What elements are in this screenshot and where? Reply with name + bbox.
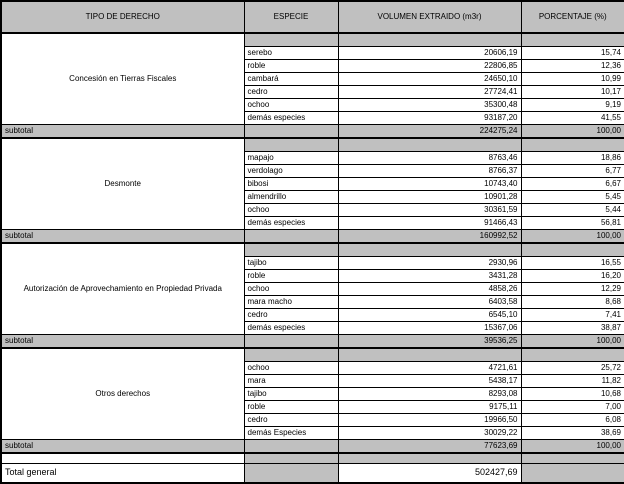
tipo-derecho-cell: Otros derechos xyxy=(1,348,244,440)
spacer-especie-cell xyxy=(244,243,338,257)
volumen-cell: 93187,20 xyxy=(338,112,521,125)
porcentaje-cell: 7,41 xyxy=(521,309,624,322)
group-spacer-row xyxy=(1,138,624,152)
volumen-cell: 15367,06 xyxy=(338,322,521,335)
porcentaje-cell: 16,20 xyxy=(521,270,624,283)
volumen-cell: 35300,48 xyxy=(338,99,521,112)
porcentaje-cell: 10,68 xyxy=(521,388,624,401)
subtotal-row xyxy=(1,125,624,139)
volumen-cell: 27724,41 xyxy=(338,86,521,99)
porcentaje-cell: 6,77 xyxy=(521,165,624,178)
especie-cell: mapajo xyxy=(244,152,338,165)
group-spacer-row xyxy=(1,33,624,47)
porcentaje-cell: 6,67 xyxy=(521,178,624,191)
porcentaje-cell: 56,81 xyxy=(521,217,624,230)
especie-cell: cedro xyxy=(244,414,338,427)
spacer-porcentaje-cell xyxy=(521,348,624,362)
porcentaje-cell: 38,69 xyxy=(521,427,624,440)
volumen-cell: 30361,59 xyxy=(338,204,521,217)
especie-cell: ochoo xyxy=(244,362,338,375)
volumen-cell: 24650,10 xyxy=(338,73,521,86)
pre-total-spacer-especie-cell xyxy=(244,453,338,464)
spacer-especie-cell xyxy=(244,348,338,362)
tipo-derecho-cell: Desmonte xyxy=(1,138,244,230)
volumen-cell: 19966,50 xyxy=(338,414,521,427)
volumen-cell: 20606,19 xyxy=(338,47,521,60)
porcentaje-cell: 6,08 xyxy=(521,414,624,427)
especie-cell: cedro xyxy=(244,309,338,322)
porcentaje-cell: 16,55 xyxy=(521,257,624,270)
porcentaje-cell: 18,86 xyxy=(521,152,624,165)
volumen-cell: 9175,11 xyxy=(338,401,521,414)
groups-body xyxy=(1,33,624,453)
porcentaje-cell: 15,74 xyxy=(521,47,624,60)
volumen-cell: 8763,46 xyxy=(338,152,521,165)
pre-total-spacer-porcentaje-cell xyxy=(521,453,624,464)
subtotal-label-cell: subtotal xyxy=(1,440,244,454)
subtotal-porcentaje-cell: 100,00 xyxy=(521,230,624,244)
subtotal-especie-cell xyxy=(244,125,338,139)
spacer-porcentaje-cell xyxy=(521,138,624,152)
tipo-derecho-cell: Concesión en Tierras Fiscales xyxy=(1,33,244,125)
total-porcentaje-cell xyxy=(521,464,624,484)
especie-cell: cambará xyxy=(244,73,338,86)
volumen-cell: 91466,43 xyxy=(338,217,521,230)
volumen-cell: 3431,28 xyxy=(338,270,521,283)
group-spacer-row xyxy=(1,348,624,362)
porcentaje-cell: 5,45 xyxy=(521,191,624,204)
total-general-label: Total general xyxy=(1,464,244,484)
especie-cell: ochoo xyxy=(244,283,338,296)
volumen-cell: 30029,22 xyxy=(338,427,521,440)
total-especie-cell xyxy=(244,464,338,484)
especie-cell: roble xyxy=(244,401,338,414)
subtotal-porcentaje-cell: 100,00 xyxy=(521,440,624,454)
volumen-cell: 6403,58 xyxy=(338,296,521,309)
volumen-cell: 8293,08 xyxy=(338,388,521,401)
especie-cell: verdolago xyxy=(244,165,338,178)
tipo-derecho-cell: Autorización de Aprovechamiento en Propiedad Privada xyxy=(1,243,244,335)
subtotal-especie-cell xyxy=(244,335,338,349)
porcentaje-cell: 12,29 xyxy=(521,283,624,296)
porcentaje-cell: 38,87 xyxy=(521,322,624,335)
especie-cell: ochoo xyxy=(244,99,338,112)
spacer-porcentaje-cell xyxy=(521,243,624,257)
especie-cell: bibosi xyxy=(244,178,338,191)
pre-total-spacer-row xyxy=(1,453,624,464)
total-body xyxy=(1,453,624,483)
col-header-especie: ESPECIE xyxy=(244,1,338,33)
porcentaje-cell: 12,36 xyxy=(521,60,624,73)
volumen-cell: 4721,61 xyxy=(338,362,521,375)
subtotal-volumen-cell: 160992,52 xyxy=(338,230,521,244)
especie-cell: roble xyxy=(244,60,338,73)
col-header-tipo-derecho: TIPO DE DERECHO xyxy=(1,1,244,33)
spacer-especie-cell xyxy=(244,33,338,47)
especie-cell: roble xyxy=(244,270,338,283)
especie-cell: demás especies xyxy=(244,322,338,335)
volumen-cell: 5438,17 xyxy=(338,375,521,388)
especie-cell: mara macho xyxy=(244,296,338,309)
especie-cell: tajibo xyxy=(244,257,338,270)
volumen-cell: 2930,96 xyxy=(338,257,521,270)
total-row xyxy=(1,464,624,484)
subtotal-label-cell: subtotal xyxy=(1,125,244,139)
especie-cell: demás Especies xyxy=(244,427,338,440)
especie-cell: almendrillo xyxy=(244,191,338,204)
volumen-cell: 10743,40 xyxy=(338,178,521,191)
subtotal-porcentaje-cell: 100,00 xyxy=(521,335,624,349)
col-header-volumen: VOLUMEN EXTRAIDO (m3r) xyxy=(338,1,521,33)
spacer-porcentaje-cell xyxy=(521,33,624,47)
spacer-volumen-cell xyxy=(338,243,521,257)
subtotal-label-cell: subtotal xyxy=(1,230,244,244)
total-volumen-value: 502427,69 xyxy=(338,464,521,484)
subtotal-especie-cell xyxy=(244,230,338,244)
volumen-cell: 22806,85 xyxy=(338,60,521,73)
especie-cell: tajibo xyxy=(244,388,338,401)
subtotal-volumen-cell: 77623,69 xyxy=(338,440,521,454)
pre-total-empty-cell xyxy=(1,453,244,464)
especie-cell: ochoo xyxy=(244,204,338,217)
especie-cell: cedro xyxy=(244,86,338,99)
porcentaje-cell: 10,17 xyxy=(521,86,624,99)
subtotal-porcentaje-cell: 100,00 xyxy=(521,125,624,139)
header-row xyxy=(1,1,624,33)
especie-cell: demás especies xyxy=(244,112,338,125)
subtotal-volumen-cell: 39536,25 xyxy=(338,335,521,349)
porcentaje-cell: 11,82 xyxy=(521,375,624,388)
porcentaje-cell: 5,44 xyxy=(521,204,624,217)
group-spacer-row xyxy=(1,243,624,257)
pre-total-spacer-volumen-cell xyxy=(338,453,521,464)
porcentaje-cell: 9,19 xyxy=(521,99,624,112)
spacer-volumen-cell xyxy=(338,33,521,47)
porcentaje-cell: 41,55 xyxy=(521,112,624,125)
especie-cell: mara xyxy=(244,375,338,388)
spacer-especie-cell xyxy=(244,138,338,152)
porcentaje-cell: 25,72 xyxy=(521,362,624,375)
spacer-volumen-cell xyxy=(338,348,521,362)
subtotal-row xyxy=(1,335,624,349)
porcentaje-cell: 10,99 xyxy=(521,73,624,86)
porcentaje-cell: 7,00 xyxy=(521,401,624,414)
volumen-cell: 4858,26 xyxy=(338,283,521,296)
volumen-cell: 10901,28 xyxy=(338,191,521,204)
especie-cell: serebo xyxy=(244,47,338,60)
volumen-cell: 6545,10 xyxy=(338,309,521,322)
especie-cell: demás especies xyxy=(244,217,338,230)
spacer-volumen-cell xyxy=(338,138,521,152)
volumen-cell: 8766,37 xyxy=(338,165,521,178)
subtotal-row xyxy=(1,230,624,244)
porcentaje-cell: 8,68 xyxy=(521,296,624,309)
col-header-porcentaje: PORCENTAJE (%) xyxy=(521,1,624,33)
subtotal-volumen-cell: 224275,24 xyxy=(338,125,521,139)
subtotal-label-cell: subtotal xyxy=(1,335,244,349)
